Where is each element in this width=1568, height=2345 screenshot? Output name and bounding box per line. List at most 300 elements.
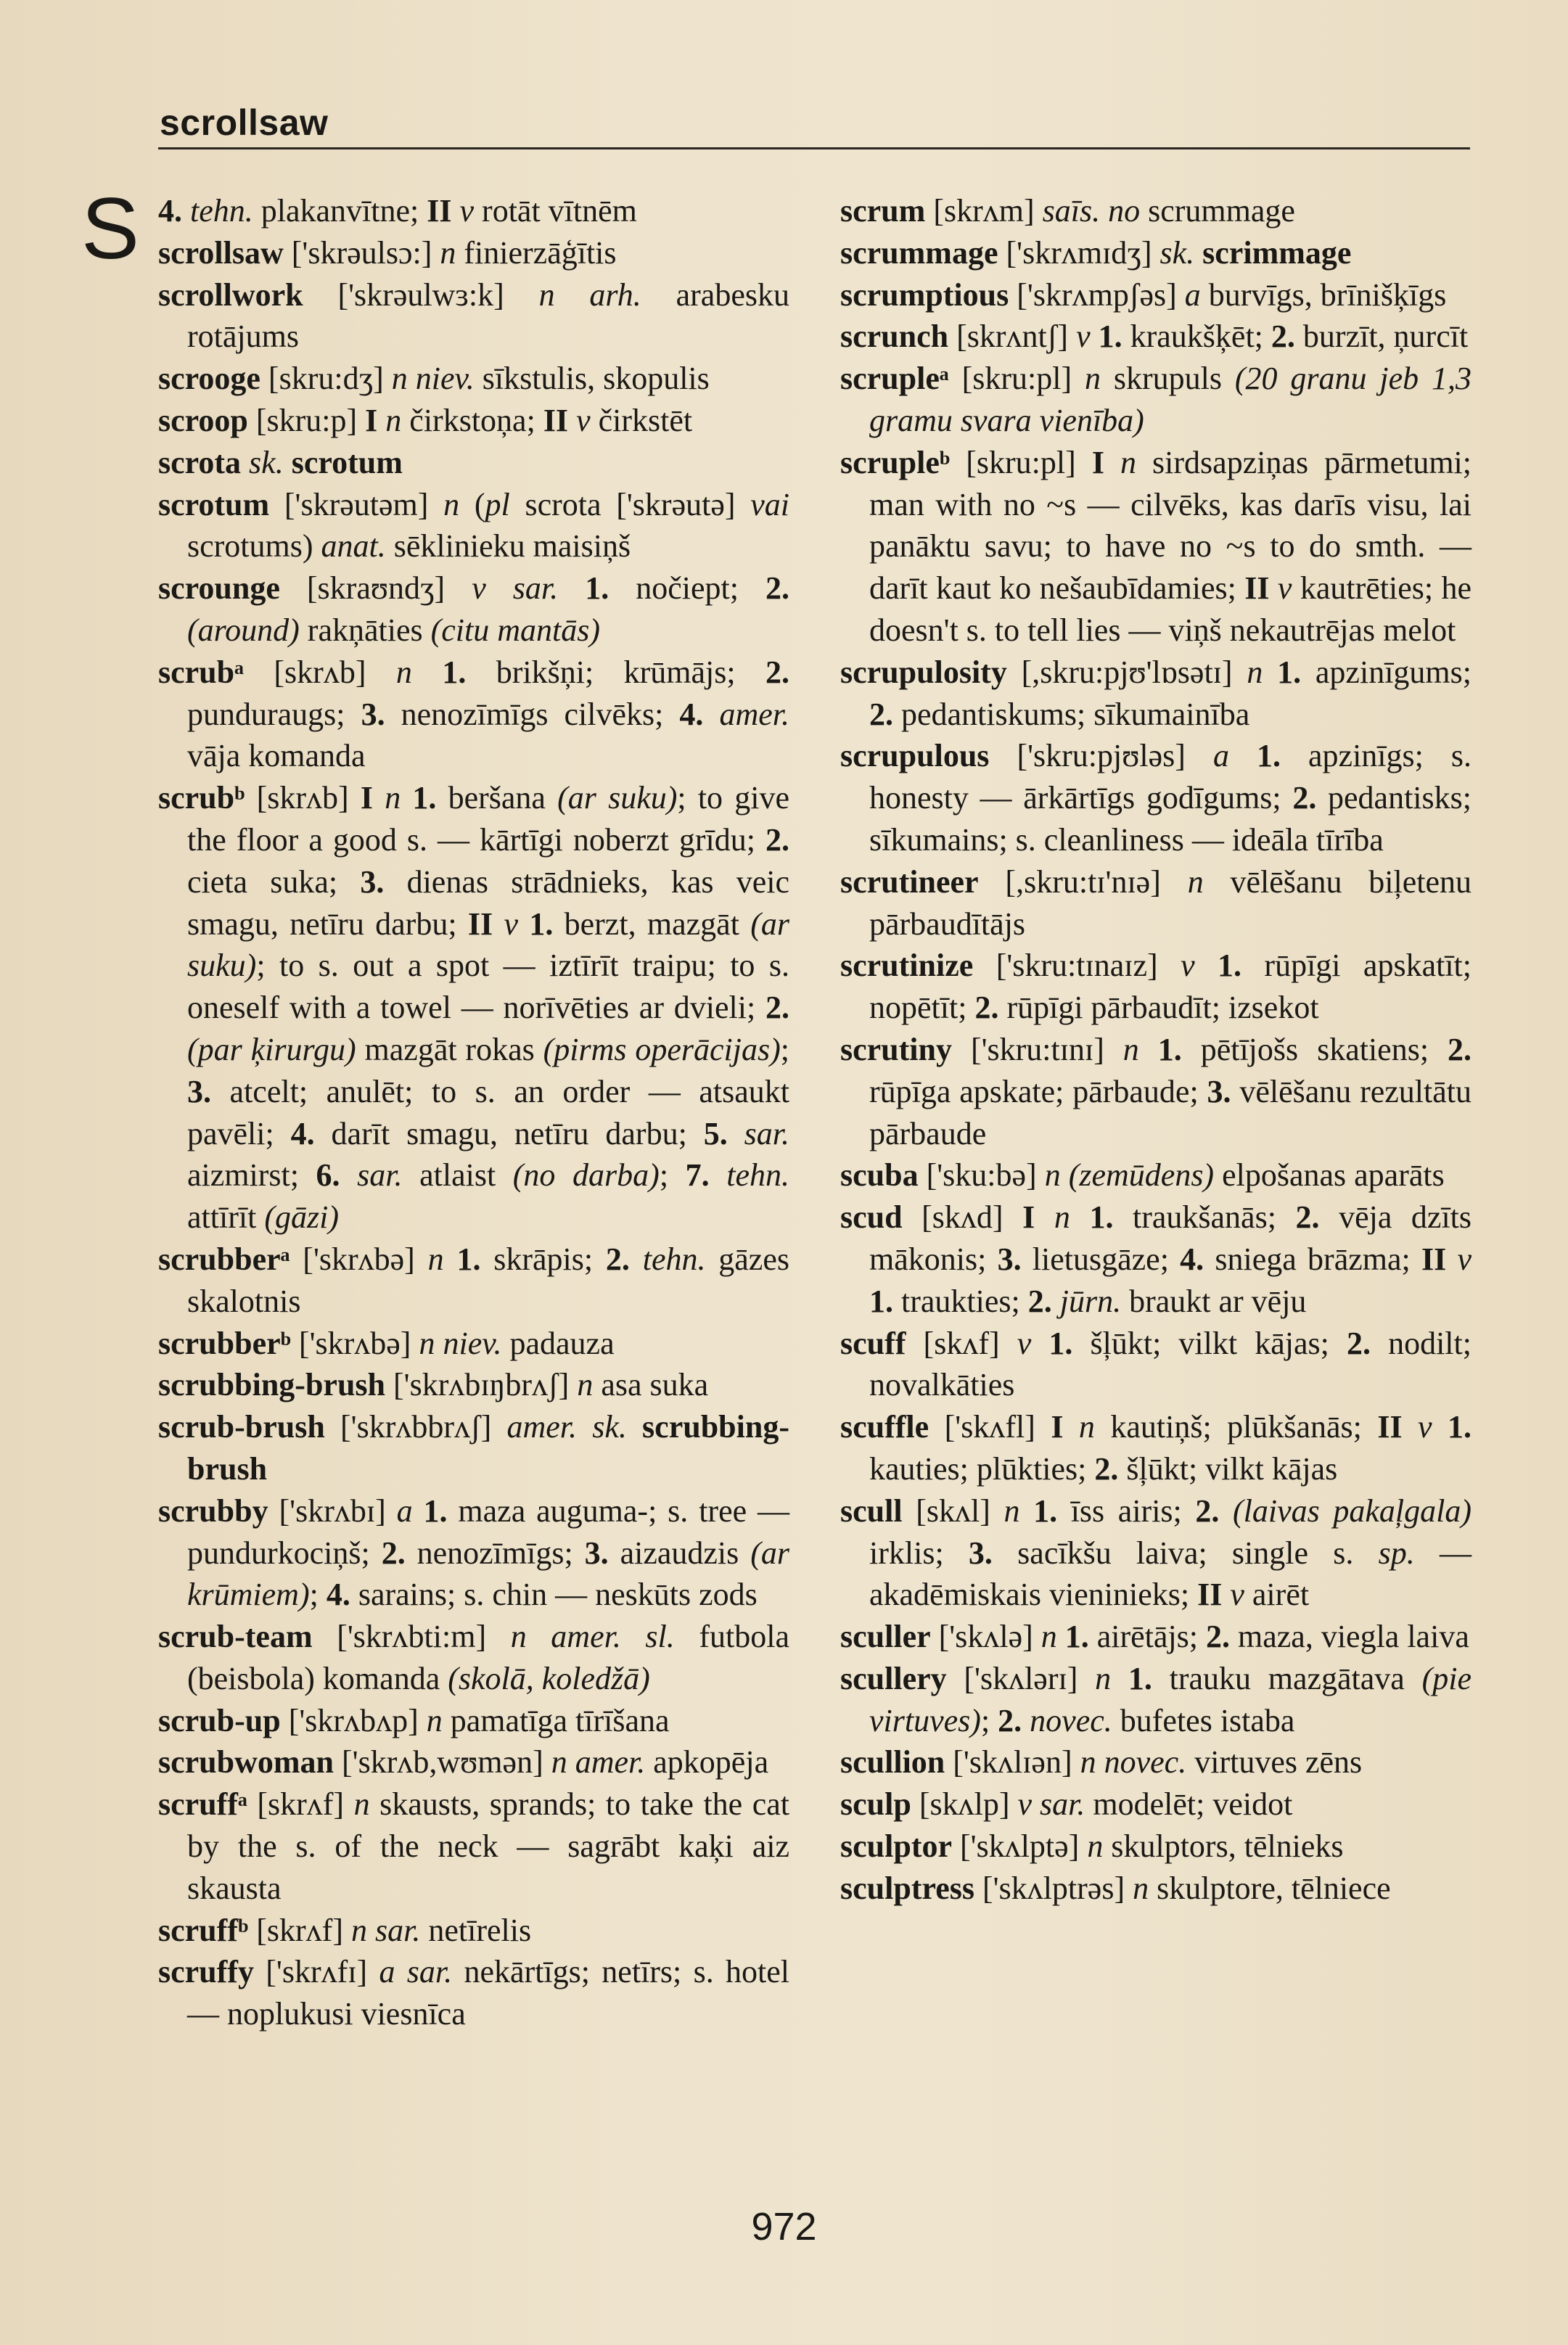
entry-text: pētījošs skatiens; — [1181, 1031, 1448, 1067]
italic-text: n — [427, 1241, 444, 1277]
entry-text: nenozīmīgs cilvēks; — [385, 696, 680, 732]
dictionary-entry — [840, 1196, 1471, 1322]
bold-text: 2. — [381, 1535, 406, 1571]
dictionary-entry — [840, 1658, 1471, 1742]
bold-text: 4. — [679, 696, 704, 732]
entry-text: scrota ['skrəutə] — [509, 486, 751, 522]
entry-text: virtuves zēns — [1186, 1744, 1363, 1781]
entry-text — [627, 1409, 642, 1445]
bold-text: II — [467, 905, 493, 942]
italic-text: n — [395, 654, 412, 690]
entry-text — [630, 1241, 643, 1277]
bold-text: 2. — [1292, 780, 1317, 816]
entry-text: gāzes skalotnis — [187, 1241, 789, 1319]
bold-text: scrutineer — [840, 863, 979, 900]
italic-text: v — [459, 193, 475, 229]
italic-text: (laivas pakaļgala) — [1233, 1492, 1472, 1529]
bold-text: 1. — [1048, 1325, 1073, 1361]
running-head: scrollsaw — [160, 102, 329, 143]
bold-text: 5. — [703, 1115, 728, 1151]
entry-text: trauku mazgātava — [1152, 1660, 1422, 1696]
bold-text: scullion — [840, 1744, 945, 1781]
italic-text: v — [1181, 948, 1195, 984]
dictionary-entry — [158, 652, 789, 777]
entry-text: nodilt; novalkāties — [869, 1325, 1471, 1403]
entry-text: rūpīgi pārbaudīt; izsekot — [998, 990, 1319, 1026]
entry-text — [1229, 738, 1257, 773]
entry-text: īss airis; — [1057, 1492, 1196, 1529]
entry-text — [728, 1116, 744, 1151]
entry-text — [1100, 193, 1108, 229]
bold-text: 2. — [605, 1241, 630, 1277]
entry-text: burvīgs, brīnišķīgs — [1200, 276, 1447, 313]
italic-text: (citu mantās) — [430, 612, 601, 648]
entry-text: pedantisks; sīkumains; s. cleanliness — ideāla tīrība — [869, 780, 1472, 858]
italic-text: no — [1108, 193, 1141, 229]
page-number: 972 — [751, 2205, 817, 2249]
bold-text: sculler — [840, 1619, 931, 1655]
bold-text: 1. — [585, 570, 609, 607]
entry-text: ['skʌlə] — [930, 1619, 1041, 1655]
bold-text: sculp — [840, 1786, 911, 1823]
left-column — [158, 190, 789, 2035]
dictionary-entry — [840, 1154, 1471, 1196]
entry-text: nekārtīgs; netīrs; s. hotel — noplukusi viesnīca — [187, 1954, 790, 2032]
entry-text: skulptors, tēlnieks — [1103, 1828, 1344, 1865]
entry-text: ; to s. out a spot — iztīrīt traipu; to s. oneself with a towel — norīvēties ar dvieli; — [187, 948, 789, 1026]
entry-text: ['skʌlptrəs] — [974, 1870, 1133, 1906]
italic-text: n — [1040, 1619, 1057, 1655]
italic-text: (around) — [187, 612, 300, 648]
entry-text: rūpīgi apskatīt; nopētīt; — [869, 948, 1472, 1026]
entry-text: [skrʌb] — [243, 654, 396, 690]
bold-text: 1. — [869, 1283, 893, 1319]
dictionary-entry — [158, 232, 789, 274]
entry-text: [skrʌf] — [248, 1912, 351, 1948]
entry-text: šļūkt; vilkt kājas — [1118, 1450, 1338, 1487]
italic-text: sk. — [1159, 234, 1195, 271]
italic-text: v sar. — [1017, 1786, 1085, 1823]
italic-text: v — [1017, 1325, 1032, 1361]
entry-text: [,skru:pjʊ'lɒsətɪ] — [1006, 654, 1247, 690]
bold-text: scrubwoman — [158, 1744, 334, 1781]
bold-text: scrumptious — [840, 276, 1009, 313]
italic-text: n — [426, 1702, 443, 1738]
entry-text: ; — [659, 1157, 686, 1194]
italic-text: (skolā, koledžā) — [448, 1660, 650, 1696]
entry-text: ['skʌlərɪ] — [946, 1660, 1096, 1696]
entry-text — [452, 193, 460, 229]
entry-text: [skʌl] — [902, 1492, 1004, 1529]
entry-text — [1269, 570, 1277, 606]
entry-text: apzinīgs; s. honesty — ārkārtīgs godīgums; — [869, 738, 1472, 816]
bold-text: II — [427, 193, 452, 229]
bold-text: 1. — [1256, 738, 1281, 774]
entry-text: dienas strādnieks, kas veic smagu, netīru darbu; — [187, 863, 789, 942]
entry-text: čirkstoņa; — [401, 402, 543, 438]
entry-text — [493, 906, 504, 942]
entry-text: rūpīga apskate; pārbaude; — [869, 1073, 1207, 1109]
entry-text: modelēt; veidot — [1085, 1786, 1293, 1823]
entry-text — [710, 1157, 727, 1193]
entry-text — [1219, 1493, 1233, 1529]
italic-text: n arh. — [538, 276, 641, 313]
entry-text: sniega brāzma; — [1204, 1241, 1421, 1277]
entry-text: maza, viegla laiva — [1230, 1619, 1469, 1655]
entry-text: ['skrʌb,wʊmən] — [334, 1744, 551, 1781]
right-column — [840, 190, 1471, 1910]
italic-text: n — [385, 780, 401, 816]
bold-text: 1. — [1448, 1409, 1472, 1445]
bold-text: scrollsaw — [158, 234, 284, 271]
italic-text: v sar. — [472, 570, 559, 607]
dictionary-entry — [840, 232, 1471, 274]
entry-text — [1222, 1577, 1230, 1612]
entry-text: irklis; — [869, 1535, 969, 1571]
bold-text: II — [543, 402, 569, 438]
italic-text: n — [577, 1367, 594, 1403]
italic-text: (ar suku) — [187, 905, 790, 984]
entry-text — [412, 654, 442, 690]
entry-text — [241, 445, 249, 480]
bold-text: 3. — [997, 1241, 1022, 1277]
entry-text: ; to give the floor a good s. — kārtīgi noberzt grīdu; — [187, 780, 790, 858]
dictionary-entry — [158, 1910, 789, 1952]
italic-text: v — [576, 402, 591, 438]
entry-text: nočiept; — [609, 570, 766, 607]
dictionary-entry — [840, 735, 1471, 861]
bold-text: scrub-team — [158, 1619, 313, 1655]
entry-text — [413, 1493, 424, 1529]
entry-text: traukties; — [893, 1283, 1028, 1319]
entry-text — [1052, 1284, 1060, 1319]
entry-text: skrāpis; — [480, 1241, 606, 1277]
bold-text: 3. — [360, 863, 385, 900]
bold-text: 1. — [442, 654, 467, 690]
bold-text: 6. — [316, 1157, 340, 1194]
bold-text: scull — [840, 1492, 903, 1529]
italic-text: v — [1230, 1577, 1244, 1613]
entry-text: elpošanas aparāts — [1214, 1157, 1445, 1194]
bold-text: scrummage — [840, 234, 998, 271]
bold-text: 1. — [1064, 1619, 1089, 1655]
entry-text: apzinīgums; — [1301, 654, 1471, 690]
dictionary-entry — [840, 1741, 1471, 1783]
entry-text: [skrʌf] — [247, 1786, 354, 1823]
bold-text: 1. — [412, 780, 437, 816]
entry-text: ['skru:tɪnɪ] — [952, 1031, 1123, 1067]
entry-text: nenozīmīgs; — [405, 1535, 585, 1571]
bold-text: scrota — [158, 444, 242, 480]
bold-text: II — [1421, 1241, 1447, 1277]
entry-text — [1057, 1619, 1065, 1654]
entry-text: padauza — [501, 1325, 615, 1361]
italic-text: sk. — [249, 444, 284, 480]
dictionary-entry — [840, 274, 1471, 316]
entry-text — [1035, 1199, 1054, 1235]
bold-text: scrubᵃ — [158, 654, 244, 690]
entry-text: atlaist — [402, 1157, 513, 1194]
dictionary-entry — [840, 1826, 1471, 1868]
bold-text: scrounge — [158, 570, 280, 607]
dictionary-entry — [840, 945, 1471, 1029]
entry-text: ['skrəutəm] — [269, 486, 444, 522]
entry-text: airētājs; — [1088, 1619, 1207, 1655]
italic-text: sar. — [357, 1157, 403, 1194]
entry-text: rakņāties — [299, 612, 431, 648]
dictionary-entry — [158, 442, 789, 484]
italic-text: (ar krūmiem) — [187, 1535, 789, 1613]
entry-text: sīkstulis, skopulis — [474, 361, 710, 397]
italic-text: n — [1085, 361, 1101, 397]
bold-text: scrimmage — [1202, 234, 1352, 271]
dictionary-entry — [840, 652, 1471, 736]
bold-text: 4. — [326, 1577, 350, 1613]
entry-text: sēklinieku maisiņš — [385, 528, 631, 564]
bold-text: 2. — [1448, 1031, 1472, 1067]
entry-text — [568, 403, 576, 438]
entry-text: ['skru:pjʊləs] — [989, 738, 1213, 774]
dictionary-entry — [840, 1406, 1471, 1490]
entry-text: ['skrʌfɪ] — [253, 1954, 379, 1990]
entry-text: ['skʌlɪən] — [945, 1744, 1080, 1781]
bold-text: 4. — [158, 193, 190, 229]
italic-text: tehn. — [190, 193, 253, 229]
entry-text: attīrīt — [187, 1199, 265, 1236]
entry-text — [1063, 1409, 1078, 1445]
italic-text: (pirms operācijas) — [543, 1031, 781, 1067]
bold-text: scrunch — [840, 319, 949, 355]
italic-text: n — [1003, 1492, 1020, 1529]
italic-text: n — [1120, 444, 1136, 480]
bold-text: 1. — [529, 905, 554, 942]
entry-text — [1403, 1409, 1418, 1445]
italic-text: a sar. — [379, 1954, 453, 1990]
bold-text: I — [360, 780, 373, 816]
bold-text: scrubberᵇ — [158, 1325, 291, 1361]
section-letter-thumb-index: S — [81, 180, 140, 277]
entry-text: darīt smagu, netīru darbu; — [314, 1115, 704, 1151]
bold-text: 3. — [361, 696, 385, 732]
entry-text: [skʌlp] — [911, 1786, 1018, 1823]
italic-text: v — [1418, 1409, 1432, 1445]
italic-text: n — [1187, 863, 1204, 900]
italic-text: pl — [485, 486, 510, 522]
bold-text: 4. — [290, 1115, 315, 1151]
entry-text — [1194, 235, 1202, 271]
entry-text — [1091, 319, 1099, 354]
italic-text: (pie virtuves) — [869, 1660, 1471, 1738]
italic-text: v — [1076, 319, 1091, 355]
bold-text: sculptress — [840, 1870, 974, 1906]
italic-text: n sar. — [350, 1912, 421, 1948]
italic-text: saīs. — [1042, 193, 1101, 229]
bold-text: scrum — [840, 193, 926, 229]
bold-text: scrotum — [291, 444, 403, 480]
bold-text: scrollwork — [158, 276, 303, 313]
italic-text: n novec. — [1080, 1744, 1187, 1781]
entry-text: apkopēja — [645, 1744, 769, 1781]
dictionary-entry — [840, 442, 1471, 652]
entry-text: [skʌd] — [902, 1199, 1023, 1236]
dictionary-entry — [840, 1616, 1471, 1658]
italic-text: tehn. — [726, 1157, 789, 1194]
bold-text: II — [1377, 1409, 1403, 1445]
dictionary-entry — [158, 1741, 789, 1783]
bold-text: II — [1197, 1577, 1223, 1613]
bold-text: I — [1091, 444, 1104, 480]
bold-text: scuffle — [840, 1409, 929, 1445]
entry-text: ['skrʌbʌp] — [280, 1702, 427, 1738]
entry-text: ['skʌlptə] — [952, 1828, 1088, 1865]
entry-text: atcelt; anulēt; to s. an order — atsaukt pavēli; — [187, 1073, 789, 1151]
entry-text — [558, 570, 585, 606]
entry-text — [444, 1241, 457, 1277]
bold-text: II — [1244, 570, 1270, 607]
header-rule — [158, 147, 1470, 149]
italic-text: n — [440, 234, 456, 271]
bold-text: 1. — [456, 1241, 481, 1277]
entry-text: braukt ar vēju — [1121, 1283, 1307, 1319]
dictionary-entry — [158, 1783, 789, 1909]
bold-text: 3. — [584, 1535, 609, 1571]
bold-text: 1. — [423, 1492, 448, 1529]
entry-text — [1195, 948, 1218, 983]
entry-text: cieta suka; — [187, 863, 361, 900]
entry-text: ['skrʌbə] — [290, 1241, 428, 1277]
entry-text: ['skrʌbɪŋbrʌʃ] — [385, 1367, 578, 1403]
italic-text: n — [1247, 654, 1263, 690]
bold-text: scruffᵃ — [158, 1786, 247, 1823]
italic-text: a — [396, 1492, 413, 1529]
bold-text: 2. — [1027, 1283, 1052, 1319]
entry-text: ['skrʌbbrʌʃ] — [324, 1409, 507, 1445]
bold-text: 2. — [998, 1702, 1022, 1738]
entry-text: traukšanās; — [1113, 1199, 1296, 1236]
bold-text: 2. — [765, 570, 790, 607]
italic-text: n — [1044, 1157, 1061, 1194]
entry-text: ['sku:bə] — [918, 1157, 1045, 1194]
italic-text: amer. sk. — [506, 1409, 627, 1445]
bold-text: 3. — [1207, 1073, 1231, 1109]
dictionary-entry — [158, 1239, 789, 1323]
bold-text: 2. — [765, 821, 789, 858]
entry-text — [1432, 1409, 1448, 1445]
entry-text: [skrʌm] — [925, 193, 1043, 229]
entry-text: [skru:pl] — [948, 361, 1085, 397]
dictionary-entry — [158, 1364, 789, 1406]
bold-text: 1. — [1277, 654, 1302, 690]
entry-text: ['skrʌmɪdʒ] — [998, 234, 1160, 271]
entry-text: beršana — [436, 780, 558, 816]
dictionary-entry — [840, 1029, 1471, 1154]
italic-text: a — [1212, 738, 1229, 774]
bold-text: 2. — [1295, 1199, 1320, 1236]
italic-text: (gāzi) — [264, 1199, 339, 1236]
italic-text: n — [353, 1786, 370, 1823]
bold-text: 7. — [685, 1157, 710, 1194]
bold-text: scullery — [840, 1660, 947, 1696]
dictionary-entry — [158, 358, 789, 400]
entry-text: plakanvītne; — [253, 193, 427, 229]
dictionary-entry — [840, 1323, 1471, 1407]
dictionary-entry — [158, 400, 789, 442]
bold-text: scuff — [840, 1325, 906, 1361]
italic-text: n — [1054, 1199, 1070, 1236]
entry-text: rotāt vītnēm — [474, 193, 637, 229]
bold-text: 2. — [765, 654, 789, 690]
entry-text: [skraʊndʒ] — [279, 570, 472, 607]
bold-text: scrutiny — [840, 1031, 952, 1067]
entry-text: ['skrʌbɪ] — [268, 1492, 397, 1529]
dictionary-entry — [158, 190, 789, 232]
bold-text: 1. — [1033, 1492, 1058, 1529]
entry-text: mazgāt rokas — [356, 1031, 543, 1067]
entry-text — [703, 697, 719, 732]
bold-text: 3. — [968, 1535, 993, 1571]
dictionary-entry — [158, 274, 789, 358]
dictionary-entry — [840, 861, 1471, 945]
entry-text: [skru:pl] — [950, 444, 1092, 480]
entry-text: vēlēšanu biļetenu pārbaudītājs — [869, 863, 1472, 942]
dictionary-entry — [158, 777, 789, 1239]
italic-text: vai — [750, 486, 789, 522]
entry-text: brikšņi; krūmājs; — [466, 654, 765, 690]
italic-text: n — [1095, 1660, 1112, 1696]
entry-text: skausts, sprands; to take the cat by the s. of the neck — sagrābt kaķi aiz skausta — [187, 1786, 789, 1906]
italic-text: v — [1277, 570, 1292, 607]
bold-text: 2. — [974, 990, 999, 1026]
bold-text: 4. — [1180, 1241, 1204, 1277]
italic-text: (20 granu jeb 1,3 gramu svara vienība) — [869, 361, 1472, 438]
italic-text: n — [1078, 1409, 1095, 1445]
entry-text: ['skrʌbti:m] — [312, 1619, 511, 1655]
italic-text: anat. — [321, 528, 386, 564]
bold-text: 1. — [1098, 319, 1122, 355]
entry-text: [skru:dʒ] — [260, 361, 392, 397]
italic-text: v — [504, 905, 518, 942]
bold-text: 2. — [1206, 1619, 1231, 1655]
entry-text: sacīkšu laiva; single s. — [992, 1535, 1379, 1571]
dictionary-entry — [158, 1406, 789, 1490]
italic-text: a — [1184, 276, 1201, 313]
entry-text: pedantiskums; sīkumainība — [893, 696, 1250, 732]
bold-text: I — [1022, 1199, 1035, 1236]
entry-text: — akadēmiskais vieninieks; — [869, 1535, 1471, 1613]
entry-text — [1104, 445, 1120, 480]
bold-text: scrubbing-brush — [158, 1367, 386, 1403]
bold-text: scuba — [840, 1157, 919, 1194]
italic-text: (zemūdens) — [1068, 1157, 1215, 1194]
entry-text: aizaudzis — [608, 1535, 751, 1571]
entry-text: burzīt, ņurcīt — [1294, 319, 1469, 355]
italic-text: sp. — [1378, 1535, 1415, 1571]
italic-text: n niev. — [419, 1325, 502, 1361]
dictionary-entry — [840, 1783, 1471, 1826]
entry-text — [373, 780, 385, 816]
dictionary-entry — [158, 1490, 789, 1616]
italic-text: sar. — [744, 1115, 789, 1151]
bold-text: I — [365, 402, 378, 438]
entry-text: čirkstēt — [590, 402, 693, 438]
entry-text: futbola (beisbola) komanda — [187, 1619, 789, 1696]
entry-text: pamatīga tīrīšana — [442, 1702, 670, 1738]
entry-text: scrotums) — [187, 528, 321, 564]
entry-text: scrummage — [1140, 193, 1295, 229]
bold-text: scrupleᵃ — [840, 361, 949, 397]
dictionary-entry — [840, 1868, 1471, 1910]
entry-text: finierzāģītis — [456, 234, 617, 271]
